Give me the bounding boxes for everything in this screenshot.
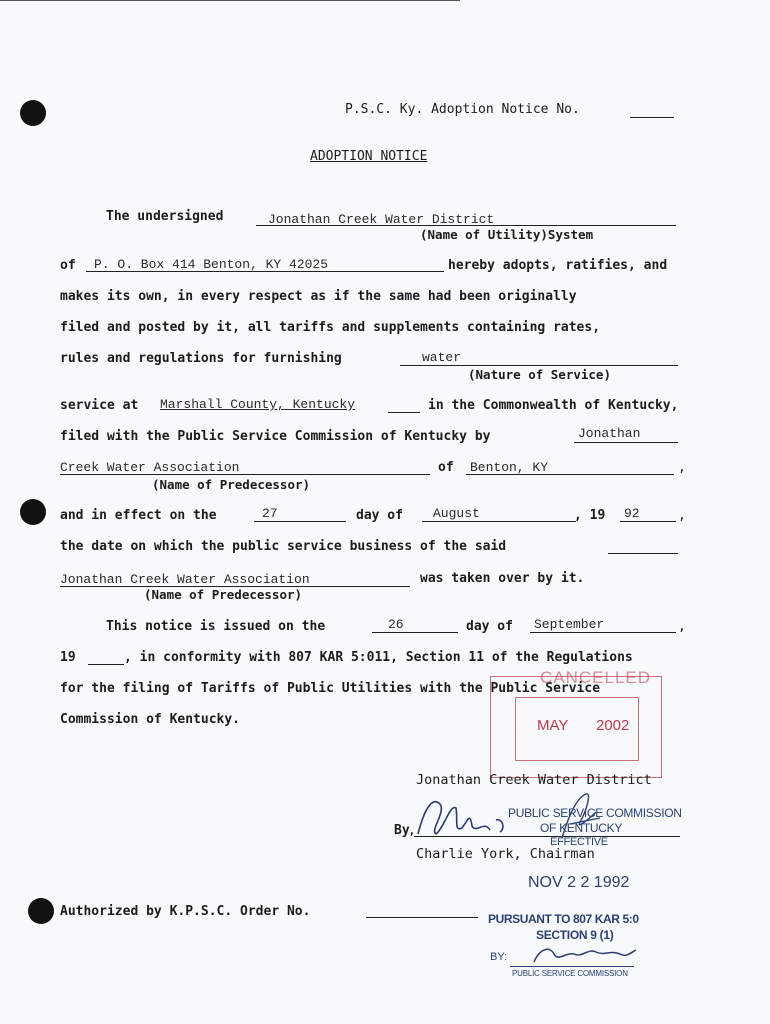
service-location: Marshall County, Kentucky <box>160 397 356 412</box>
stamp-signature-scribble <box>530 942 640 968</box>
predecessor-location: Benton, KY <box>470 460 549 475</box>
punch-hole <box>20 100 46 126</box>
year-prefix: , 19 <box>574 508 606 523</box>
commission-text: Commission of Kentucky. <box>60 712 241 727</box>
body-line-4: filed and posted by it, all tariffs and supplements containing rates, <box>60 320 601 335</box>
punch-hole <box>28 898 54 924</box>
effect-month-line <box>422 521 576 522</box>
issued-day-line <box>372 632 458 633</box>
signature-utility: Jonathan Creek Water District <box>416 772 652 788</box>
predecessor-line <box>60 474 430 475</box>
cancelled-text: CANCELLED <box>540 668 652 687</box>
service-nature: water <box>422 350 462 365</box>
effect-label: and in effect on the <box>60 508 217 523</box>
stamp-by-label: BY: <box>490 951 508 963</box>
stamp-commission-footer: PUBLIC SERVICE COMMISSION <box>512 969 628 978</box>
filed-text: filed with the Public Service Commission of Kentucky by <box>60 429 491 444</box>
scan-top-edge <box>0 0 460 1</box>
effect-day-line <box>254 521 346 522</box>
predecessor-location-line <box>466 474 674 475</box>
issued-year-line <box>88 664 124 665</box>
utility-name-line <box>256 225 676 226</box>
of-label-2: of <box>438 460 454 475</box>
predecessor-part2: Creek Water Association <box>60 460 240 475</box>
issued-day-of: day of <box>466 619 513 634</box>
predecessor-part1: Jonathan <box>578 426 641 441</box>
rules-label: rules and regulations for furnishing <box>60 351 342 366</box>
signer-name: Charlie York, Chairman <box>416 846 595 862</box>
cancel-year: 2002 <box>596 717 630 734</box>
date-text: the date on which the public service business of the said <box>60 539 507 554</box>
effect-day: 27 <box>262 506 278 521</box>
conformity-text: , in conformity with 807 KAR 5:011, Section 11 of the Regulations <box>124 650 633 665</box>
notice-number-label: P.S.C. Ky. Adoption Notice No. <box>345 102 580 117</box>
psc-signature-scribble <box>556 788 606 844</box>
punch-hole <box>20 499 46 525</box>
body-line-3: makes its own, in every respect as if the same had been originally <box>60 289 577 304</box>
notice-number-blank <box>630 117 674 118</box>
predecessor-caption-2: (Name of Predecessor) <box>144 587 303 602</box>
utility-address: P. O. Box 414 Benton, KY 42025 <box>94 257 329 272</box>
filing-text: for the filing of Tariffs of Public Utilities with the Public Service <box>60 681 601 696</box>
predecessor-part1-line <box>574 442 678 443</box>
hereby-text: hereby adopts, ratifies, and <box>448 258 668 273</box>
address-line <box>86 271 444 272</box>
psc-line-3: EFFECTIVE <box>550 836 608 848</box>
psc-line-2: OF KENTUCKY <box>540 821 623 835</box>
year-line-prefix: 19 <box>60 650 76 665</box>
psc-line-1: PUBLIC SERVICE COMMISSION <box>508 806 682 820</box>
comma: , <box>678 508 686 523</box>
effect-year: 92 <box>624 506 640 521</box>
comma: , <box>678 619 686 634</box>
day-of-label: day of <box>356 508 403 523</box>
undersigned-label: The undersigned <box>106 209 224 224</box>
by-label: By <box>394 823 410 838</box>
effect-year-line <box>620 521 676 522</box>
issued-day: 26 <box>388 617 404 632</box>
issued-month-line <box>530 632 676 633</box>
effective-date: NOV 2 2 1992 <box>528 874 630 891</box>
service-nature-line <box>400 365 678 366</box>
effect-month: August <box>433 506 480 521</box>
comma: , <box>678 460 686 475</box>
of-label: of <box>60 258 76 273</box>
cancel-month: MAY <box>537 717 569 734</box>
service-at-label: service at <box>60 398 139 413</box>
issued-month: September <box>534 617 605 632</box>
nature-caption: (Nature of Service) <box>468 367 611 382</box>
utility-name: Jonathan Creek Water District <box>268 212 495 227</box>
taken-over-text: was taken over by it. <box>420 571 585 586</box>
issued-label: This notice is issued on the <box>106 619 326 634</box>
page-title: ADOPTION NOTICE <box>310 149 428 164</box>
order-number-line <box>366 917 478 918</box>
commonwealth-text: in the Commonwealth of Kentucky, <box>428 398 679 413</box>
pursuant-text: PURSUANT TO 807 KAR 5:0 <box>488 912 639 926</box>
section-text: SECTION 9 (1) <box>536 928 614 942</box>
authorized-label: Authorized by K.P.S.C. Order No. <box>60 904 311 919</box>
date-line <box>608 553 678 554</box>
service-location-line <box>388 412 420 413</box>
utility-caption: (Name of Utility)System <box>420 227 594 242</box>
predecessor-again: Jonathan Creek Water Association <box>60 572 310 587</box>
predecessor-caption: (Name of Predecessor) <box>152 477 311 492</box>
by-comma: , <box>408 823 416 838</box>
